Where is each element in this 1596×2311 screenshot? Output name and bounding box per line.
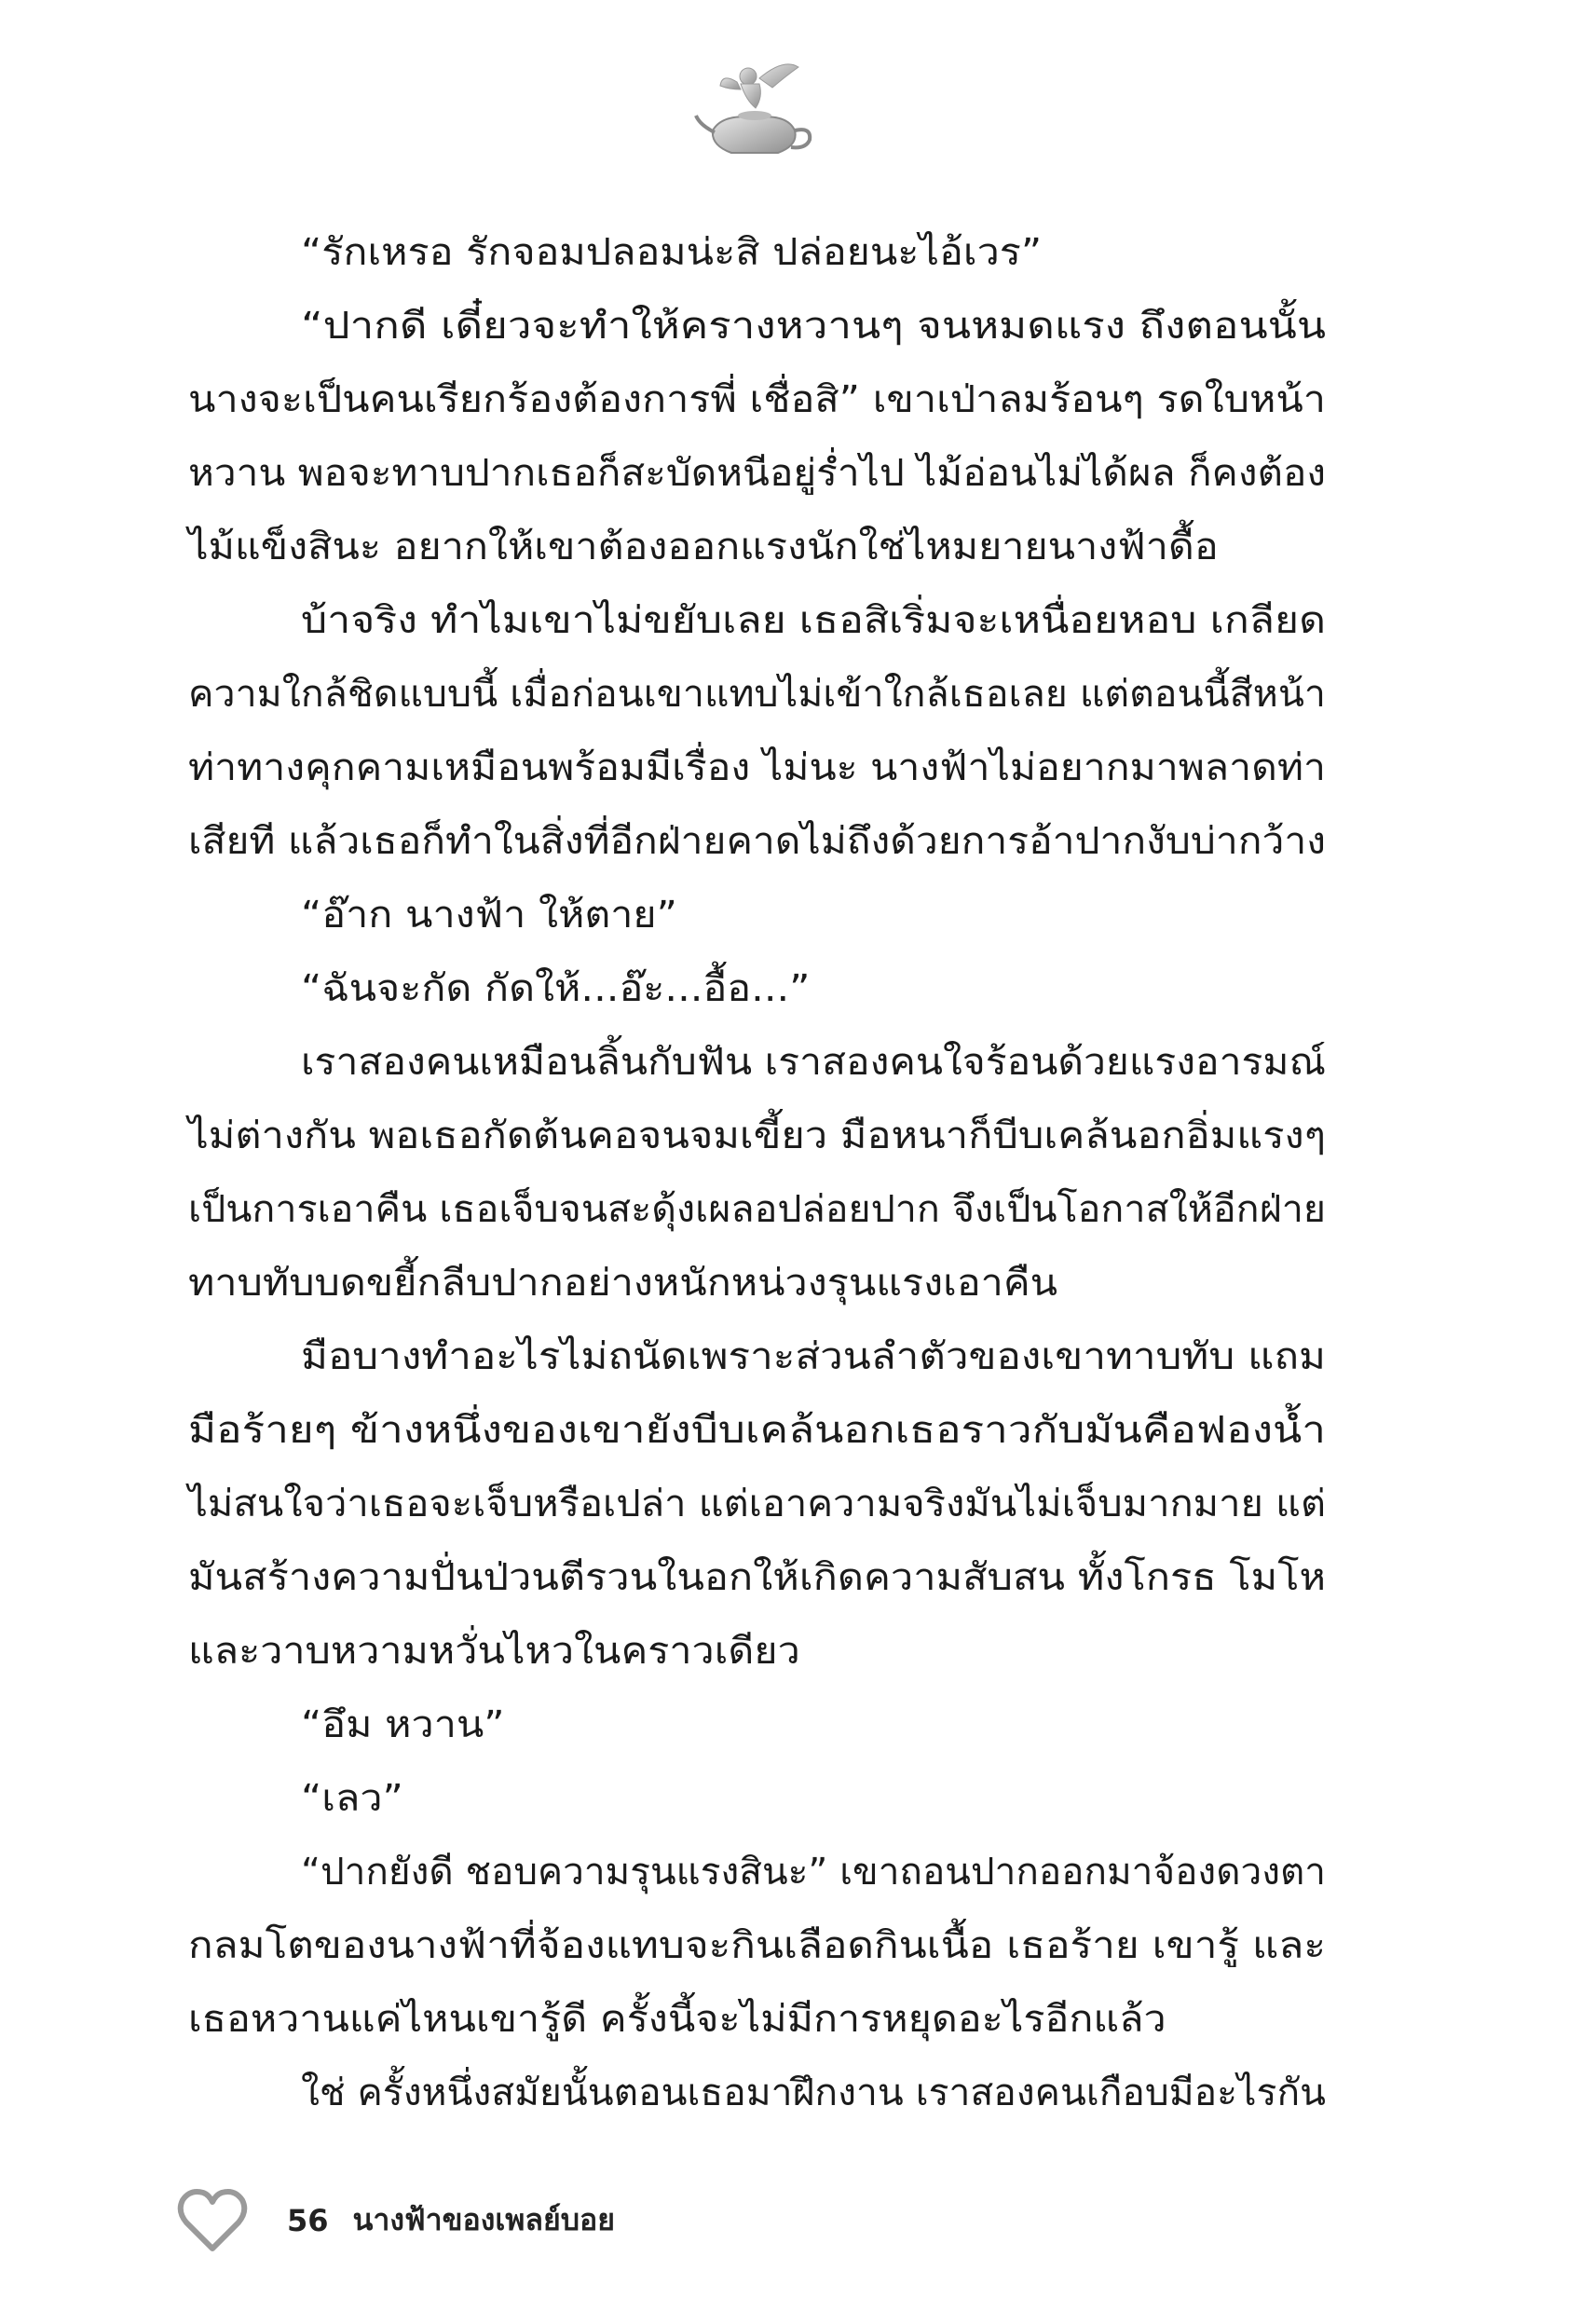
text-line-content: เราสองคนเหมือนลิ้นกับฟัน เราสองคนใจร้อนด้วยแรงอารมณ์: [301, 1041, 1326, 1084]
page-number: 56: [287, 2202, 329, 2238]
text-line-content: กลมโตของนางฟ้าที่จ้องแทบจะกินเลือดกินเนื้อ เธอร้าย เขารู้ และ: [188, 1924, 1326, 1967]
text-line: [188, 1689, 1326, 1762]
heart-icon: [177, 2187, 248, 2254]
text-line: [188, 1909, 1326, 1983]
text-line: [188, 1173, 1326, 1247]
page-footer: [177, 2185, 615, 2255]
text-line-content: ไม่ต่างกัน พอเธอกัดต้นคอจนจมเขี้ยว มือหนาก็บีบเคล้นอกอิ่มแรงๆ: [188, 1114, 1326, 1157]
text-line-content: มันสร้างความปั่นป่วนตีรวนในอกให้เกิดความสับสน ทั้งโกรธ โมโห: [188, 1556, 1327, 1599]
text-line-content: ความใกล้ชิดแบบนี้ เมื่อก่อนเขาแทบไม่เข้าใกล้เธอเลย แต่ตอนนี้สีหน้า: [188, 673, 1326, 716]
text-line-content: มือบางทำอะไรไม่ถนัดเพราะส่วนลำตัวของเขาทาบทับ แถม: [301, 1335, 1326, 1378]
text-line: [188, 879, 1326, 952]
text-line-content: บ้าจริง ทำไมเขาไม่ขยับเลย เธอสิเริ่มจะเหนื่อยหอบ เกลียด: [301, 599, 1326, 642]
text-line: [188, 1026, 1326, 1100]
text-line: [188, 1100, 1326, 1173]
text-line: [188, 1320, 1326, 1394]
text-line-content: เสียที แล้วเธอก็ทำในสิ่งที่อีกฝ่ายคาดไม่ถึงด้วยการอ้าปากงับบ่ากว้าง: [188, 820, 1326, 863]
text-line-content: ท่าทางคุกคามเหมือนพร้อมมีเรื่อง ไม่นะ นางฟ้าไม่อยากมาพลาดท่า: [188, 746, 1326, 789]
text-line: [188, 437, 1326, 511]
text-line-content: “ฉันจะกัด กัดให้...อ๊ะ...อื้อ...”: [301, 967, 811, 1010]
text-line: [188, 1468, 1326, 1541]
text-line: [188, 1615, 1326, 1689]
text-line: [188, 658, 1326, 732]
text-line: [188, 511, 1326, 584]
text-line: [188, 1394, 1326, 1468]
text-line-content: ไม่สนใจว่าเธอจะเจ็บหรือเปล่า แต่เอาความจริงมันไม่เจ็บมากมาย แต่: [188, 1483, 1326, 1525]
text-line-content: และวาบหวามหวั่นไหวในคราวเดียว: [188, 1630, 800, 1673]
text-line: [188, 216, 1326, 290]
text-line: [188, 1247, 1326, 1320]
text-line: [188, 1762, 1326, 1836]
cupid-lamp-ornament-icon: [694, 56, 815, 163]
text-line-content: ทาบทับบดขยี้กลีบปากอย่างหนักหน่วงรุนแรงเอาคืน: [188, 1262, 1058, 1305]
text-line: [188, 1541, 1326, 1615]
text-line-content: “อ๊าก นางฟ้า ให้ตาย”: [301, 894, 677, 937]
text-line: [188, 805, 1326, 879]
text-line-content: “ปากดี เดี๋ยวจะทำให้ครางหวานๆ จนหมดแรง ถึงตอนนั้น: [301, 305, 1326, 348]
text-line-content: หวาน พอจะทาบปากเธอก็สะบัดหนีอยู่ร่ำไป ไม้อ่อนไม่ได้ผล ก็คงต้อง: [188, 452, 1326, 495]
text-line: [188, 584, 1326, 658]
text-line-content: “เลว”: [301, 1777, 403, 1820]
text-line: [188, 952, 1326, 1026]
text-line-content: ใช่ ครั้งหนึ่งสมัยนั้นตอนเธอมาฝึกงาน เราสองคนเกือบมีอะไรกัน: [301, 2072, 1326, 2114]
text-line-content: เป็นการเอาคืน เธอเจ็บจนสะดุ้งเผลอปล่อยปาก จึงเป็นโอกาสให้อีกฝ่าย: [188, 1188, 1326, 1231]
text-line-content: นางจะเป็นคนเรียกร้องต้องการพี่ เชื่อสิ” เขาเป่าลมร้อนๆ รดใบหน้า: [188, 378, 1326, 421]
text-line: [188, 1983, 1326, 2057]
text-line-content: เธอหวานแค่ไหนเขารู้ดี ครั้งนี้จะไม่มีการหยุดอะไรอีกแล้ว: [188, 1998, 1166, 2041]
body-text: [188, 216, 1326, 2130]
text-line-content: “อึม หวาน”: [301, 1703, 505, 1746]
text-line: [188, 363, 1326, 437]
text-line-content: มือร้ายๆ ข้างหนึ่งของเขายังบีบเคล้นอกเธอราวกับมันคือฟองน้ำ: [188, 1409, 1326, 1452]
text-line-content: ไม้แข็งสินะ อยากให้เขาต้องออกแรงนักใช่ไหมยายนางฟ้าดื้อ: [188, 526, 1219, 568]
text-line: [188, 290, 1326, 363]
text-line-content: “ปากยังดี ชอบความรุนแรงสินะ” เขาถอนปากออกมาจ้องดวงตา: [301, 1851, 1326, 1894]
text-line: [188, 2057, 1326, 2130]
text-line: [188, 1836, 1326, 1909]
text-line: [188, 732, 1326, 805]
running-title: นางฟ้าของเพลย์บอย: [352, 2202, 616, 2237]
text-line-content: “รักเหรอ รักจอมปลอมน่ะสิ ปล่อยนะไอ้เวร”: [301, 231, 1043, 274]
